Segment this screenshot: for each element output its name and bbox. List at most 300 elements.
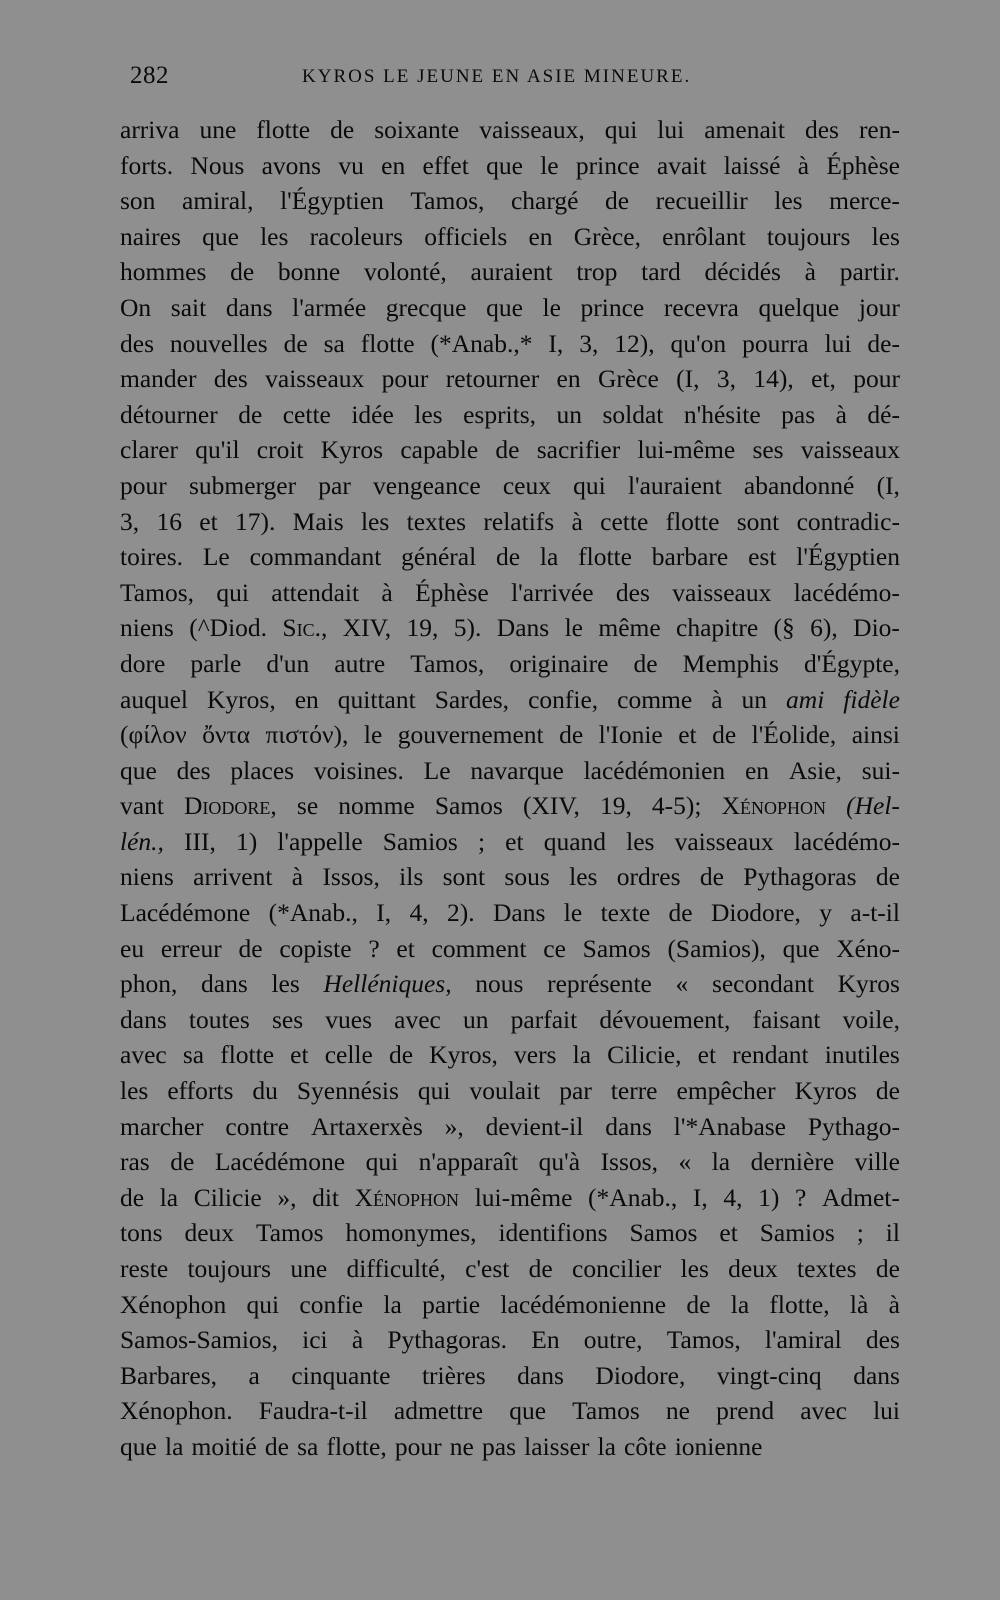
word: de-: [867, 328, 900, 358]
word: cette: [600, 506, 649, 536]
word: la: [597, 1431, 616, 1461]
word: tard: [641, 257, 681, 287]
text-line: [120, 219, 900, 255]
word: Xénophon: [120, 1289, 227, 1319]
text-line: [120, 290, 900, 326]
word: contre: [225, 1111, 290, 1141]
word: l'auraient: [627, 470, 722, 500]
word: vingt-cinq: [716, 1360, 822, 1390]
word: c'est: [465, 1254, 510, 1283]
text-line: [120, 1251, 900, 1287]
word: cinquante: [291, 1360, 391, 1390]
word: niens: [120, 862, 174, 892]
text-line: [120, 361, 900, 397]
word: Xéno-: [836, 933, 900, 963]
word: vengeance: [373, 470, 481, 500]
text-line: [120, 432, 900, 468]
text-line: [120, 788, 900, 824]
word: flotte: [360, 328, 415, 358]
word: Samos-Samios,: [120, 1325, 278, 1355]
word: qu'à: [538, 1147, 581, 1177]
word: (Hel-: [846, 791, 900, 821]
word: Samios: [382, 826, 458, 856]
word: Helléniques,: [323, 969, 452, 999]
word: n'hésite: [683, 399, 761, 429]
word: Kyros,: [206, 684, 276, 714]
word: la: [164, 1431, 184, 1461]
body-text: [120, 112, 900, 1465]
word: enrôlant: [662, 221, 746, 251]
word: sa: [182, 1040, 205, 1070]
word: et: [697, 1040, 717, 1070]
text-line: [120, 504, 900, 540]
word: qui: [604, 115, 638, 144]
word: eu: [120, 933, 145, 963]
word: 6),: [810, 613, 838, 643]
word: vaisseaux: [800, 435, 900, 465]
text-line: [120, 824, 900, 860]
word: sa: [297, 1431, 319, 1461]
text-line: [120, 753, 900, 789]
word: phon,: [120, 969, 178, 999]
word: que: [486, 150, 523, 180]
word: Kyros: [320, 435, 384, 465]
word: Artaxerxès: [310, 1111, 423, 1141]
word: se: [296, 791, 319, 821]
word: l'Éolide,: [751, 720, 837, 750]
word: côte: [624, 1431, 667, 1461]
word: de: [686, 1289, 711, 1319]
word: ses: [752, 435, 784, 465]
word: ?: [795, 1182, 807, 1212]
word: ?: [368, 933, 380, 963]
word: relatifs: [483, 506, 555, 536]
word: qui: [216, 577, 249, 607]
word: à: [804, 257, 816, 287]
word: une: [199, 115, 237, 144]
word: parfait: [510, 1004, 578, 1034]
word: que: [202, 221, 239, 251]
word: voisines.: [313, 755, 404, 785]
word: partie: [422, 1289, 481, 1319]
word: 5).: [453, 613, 482, 643]
word: Diodore,: [710, 898, 801, 928]
word: outre,: [583, 1325, 643, 1355]
word: Grèce,: [573, 221, 641, 251]
word: fidèle: [843, 684, 900, 714]
word: Pythagoras: [743, 862, 857, 892]
page-header: [130, 62, 890, 92]
word: trop: [576, 257, 618, 287]
word: toutes: [188, 1004, 250, 1034]
word: bonne: [277, 257, 341, 287]
word: I,: [692, 1182, 708, 1212]
word: Tamos: [255, 1218, 324, 1248]
word: hommes: [120, 257, 207, 287]
word: que: [509, 1396, 547, 1426]
word: l'*Anabase: [673, 1111, 787, 1141]
word: arriva: [120, 115, 180, 144]
word: l'amiral: [764, 1325, 842, 1355]
word: (^Diod.: [189, 613, 268, 643]
word: Tamos,: [410, 648, 485, 678]
word: pour: [381, 364, 429, 394]
text-line: [120, 859, 900, 895]
word: 16: [156, 506, 182, 536]
word: des: [213, 364, 248, 394]
word: Pythagoras.: [387, 1325, 508, 1355]
word: la: [159, 1182, 179, 1212]
word: ;: [856, 1218, 864, 1248]
text-line: [120, 1073, 900, 1109]
word: en: [744, 755, 770, 785]
text-line: [120, 148, 900, 184]
word: Le: [423, 755, 451, 785]
word: naires: [120, 221, 181, 251]
word: (XIV,: [522, 791, 580, 821]
word: il: [885, 1218, 900, 1248]
word: pas: [781, 399, 816, 429]
word: qu'on: [670, 328, 727, 358]
text-line: [120, 646, 900, 682]
word: cette: [282, 399, 331, 429]
word: ses: [271, 1004, 304, 1034]
word: 1): [758, 1182, 780, 1212]
word: arrivent: [193, 862, 273, 892]
word: »,: [444, 1111, 464, 1141]
word: Xénophon.: [120, 1396, 233, 1426]
word: à: [797, 150, 810, 180]
word: vues: [325, 1004, 373, 1034]
word: 3,: [120, 506, 140, 536]
word: pour: [394, 1431, 442, 1461]
word: Dans: [493, 898, 546, 928]
word: de: [559, 720, 584, 750]
word: même: [598, 613, 661, 643]
word: qui: [573, 470, 606, 500]
word: de: [264, 1431, 289, 1461]
word: les: [569, 862, 598, 892]
word: Memphis: [682, 648, 779, 678]
word: ainsi: [851, 720, 900, 750]
word: de: [875, 1076, 900, 1106]
word: Syennésis: [296, 1076, 399, 1106]
word: qui: [246, 1289, 280, 1319]
word: dans: [120, 1004, 167, 1034]
text-line: [120, 1109, 900, 1145]
word: son: [120, 186, 156, 216]
word: ville: [854, 1147, 900, 1177]
word: à: [571, 506, 583, 536]
word: 1): [235, 826, 258, 856]
word: qui: [365, 1147, 399, 1177]
word: idée: [351, 399, 394, 429]
word: de: [230, 257, 255, 287]
word: qu'il: [195, 435, 240, 465]
word: Grèce: [597, 364, 659, 394]
word: et: [396, 933, 415, 963]
word: voile,: [842, 1004, 900, 1034]
word: rendant: [732, 1040, 809, 1070]
word: terre: [610, 1076, 658, 1106]
word: efforts: [167, 1076, 234, 1106]
text-line: [120, 112, 900, 148]
word: Admet-: [821, 1182, 900, 1212]
word: toires.: [120, 542, 184, 572]
word: 4-5);: [651, 791, 702, 821]
word: jour: [858, 292, 900, 322]
word: Sardes,: [434, 684, 510, 714]
word: quand: [543, 826, 607, 856]
text-line: [120, 1002, 900, 1038]
word: Asie,: [788, 755, 842, 785]
text-line: [120, 610, 900, 646]
word: lui-même: [637, 435, 736, 465]
word: pour: [120, 470, 167, 500]
word: lui-même: [474, 1182, 573, 1212]
word: 19,: [406, 613, 439, 643]
text-line: [120, 931, 900, 967]
word: I,: [548, 328, 564, 358]
word: le: [363, 720, 383, 750]
word: 12),: [614, 328, 655, 358]
word: sa: [323, 328, 345, 358]
word: parle: [190, 648, 242, 678]
word: pour: [853, 364, 900, 394]
word: a-t-il: [850, 898, 900, 928]
word: des: [176, 755, 211, 785]
word: 14),: [753, 364, 794, 394]
word: Kyros: [837, 969, 900, 999]
word: ras: [120, 1147, 150, 1177]
word: a: [248, 1360, 260, 1390]
word: pas: [482, 1431, 517, 1461]
word: comment: [431, 933, 527, 963]
word: de: [238, 933, 263, 963]
word: des: [615, 577, 650, 607]
word: Barbares,: [120, 1360, 217, 1390]
word: submerger: [188, 470, 297, 500]
word: Samos: [629, 1218, 698, 1248]
word: 4,: [723, 1182, 743, 1212]
word: admettre: [393, 1396, 484, 1426]
word: commandant: [249, 542, 382, 572]
word: lacédémonien: [583, 755, 726, 785]
word: dore: [120, 648, 166, 678]
word: à: [888, 1289, 900, 1319]
word: l'Ionie: [598, 720, 663, 750]
word: Kyros,: [429, 1040, 498, 1070]
word: l'Égyptien: [280, 186, 384, 216]
text-line: [120, 183, 900, 219]
word: 17).: [234, 506, 276, 536]
word: (*Anab.,*: [430, 328, 533, 358]
word: concilier: [572, 1254, 662, 1283]
word: quelque: [758, 292, 840, 322]
word: à: [711, 684, 723, 714]
word: lacédémonienne: [500, 1289, 667, 1319]
text-line: [120, 575, 900, 611]
word: ;: [477, 826, 486, 856]
word: lui: [873, 1396, 900, 1426]
word: 3,: [716, 364, 736, 394]
word: décidés: [704, 257, 781, 287]
word: trières: [421, 1360, 486, 1390]
word: et: [290, 1040, 309, 1070]
text-line: [120, 895, 900, 931]
word: par: [559, 1076, 592, 1106]
text-line: [120, 468, 900, 504]
word: dans: [517, 1360, 564, 1390]
word: dernière: [750, 1147, 835, 1177]
word: soixante: [374, 115, 460, 144]
word: ici: [302, 1325, 328, 1355]
word: vaisseaux: [672, 577, 772, 607]
word: Pythago-: [807, 1111, 900, 1141]
word: niens: [120, 613, 174, 643]
word: que: [120, 755, 157, 785]
word: dé-: [867, 399, 900, 429]
word: Le: [202, 542, 230, 572]
word: une: [290, 1254, 328, 1283]
word: les: [774, 186, 803, 216]
word: ceux: [502, 470, 551, 500]
word: Sic.,: [282, 613, 328, 643]
word: «: [678, 1147, 692, 1177]
word: 4,: [409, 898, 429, 928]
word: texte: [600, 898, 651, 928]
word: la: [572, 1040, 592, 1070]
word: (Samios),: [667, 933, 766, 963]
word: lén.,: [120, 826, 164, 856]
word: l'Égyptien: [796, 542, 900, 572]
word: sacrifier: [536, 435, 621, 465]
word: originaire: [509, 648, 609, 678]
word: lacédémo-: [793, 577, 900, 607]
word: Nous: [190, 150, 245, 180]
word: les: [120, 1076, 149, 1106]
word: Tamos: [572, 1396, 640, 1426]
word: et: [719, 1218, 738, 1248]
word: Tamos,: [666, 1325, 741, 1355]
word: prince: [575, 150, 640, 180]
word: les: [871, 221, 900, 251]
word: de: [170, 1147, 195, 1177]
word: le: [542, 292, 561, 322]
word: sous: [504, 862, 550, 892]
word: flotte: [220, 1040, 275, 1070]
word: chapitre: [676, 613, 759, 643]
running-head: KYROS LE JEUNE EN ASIE MINEURE.: [302, 66, 692, 87]
word: Faudra-t-il: [258, 1396, 368, 1426]
word: Cilicie: [193, 1182, 262, 1212]
word: officiels: [424, 221, 508, 251]
text-line: [120, 1180, 900, 1216]
word: abandonné: [743, 470, 855, 500]
text-line: [120, 717, 900, 753]
word: de: [699, 862, 724, 892]
word: là: [849, 1289, 869, 1319]
word: Diodore,: [595, 1360, 686, 1390]
word: d'un: [266, 648, 310, 678]
word: que: [486, 292, 523, 322]
word: croit: [256, 435, 304, 465]
word: recueillir: [655, 186, 748, 216]
word: secondant: [711, 969, 814, 999]
text-line: [120, 397, 900, 433]
word: de: [388, 1040, 414, 1070]
word: prince: [580, 292, 645, 322]
word: En: [531, 1325, 560, 1355]
word: que: [120, 1431, 157, 1461]
word: les: [360, 506, 390, 536]
word: lui: [657, 115, 685, 144]
word: lacédémo-: [793, 826, 900, 856]
word: flotte: [256, 115, 311, 144]
word: »,: [277, 1182, 297, 1212]
word: n'apparaît: [418, 1147, 519, 1177]
word: de: [283, 328, 308, 358]
word: flotte,: [326, 1431, 387, 1461]
word: est: [748, 542, 777, 572]
word: que: [782, 933, 820, 963]
word: nouvelles: [169, 328, 268, 358]
word: pourra: [742, 328, 809, 358]
word: de: [875, 1254, 900, 1283]
word: Xénophon: [354, 1182, 460, 1212]
word: XIV,: [342, 613, 392, 643]
word: ne: [665, 1396, 690, 1426]
word: et: [505, 826, 524, 856]
word: dans: [605, 1111, 652, 1141]
word: ordres: [616, 862, 681, 892]
word: confie: [299, 1289, 364, 1319]
word: avait: [656, 150, 707, 180]
word: chargé: [510, 186, 579, 216]
word: Dans: [496, 613, 550, 643]
word: Kyros: [794, 1076, 857, 1106]
text-line: [120, 1393, 900, 1429]
word: ren-: [858, 115, 900, 144]
word: (§: [773, 613, 795, 643]
text-line: [120, 1215, 900, 1251]
word: On: [120, 292, 152, 322]
word: un: [556, 399, 582, 429]
word: confie,: [528, 684, 599, 714]
word: racoleurs: [309, 221, 404, 251]
word: ils: [399, 862, 424, 892]
word: toujours: [187, 1254, 272, 1283]
word: 2).: [447, 898, 475, 928]
word: (φίλον: [120, 720, 187, 750]
word: ὄντα: [202, 720, 251, 750]
word: Issos,: [322, 862, 380, 892]
word: retourner: [445, 364, 540, 394]
word: dans: [225, 292, 273, 322]
text-line: [120, 539, 900, 575]
text-line: [120, 326, 900, 362]
word: la: [711, 1147, 731, 1177]
page-number: 282: [130, 62, 169, 89]
word: l'armée: [292, 292, 367, 322]
word: représente: [547, 969, 652, 999]
word: erreur: [160, 933, 222, 963]
word: sait: [170, 292, 207, 322]
text-line: [120, 254, 900, 290]
word: capable: [400, 435, 479, 465]
word: les: [680, 1254, 709, 1283]
word: prend: [716, 1396, 775, 1426]
